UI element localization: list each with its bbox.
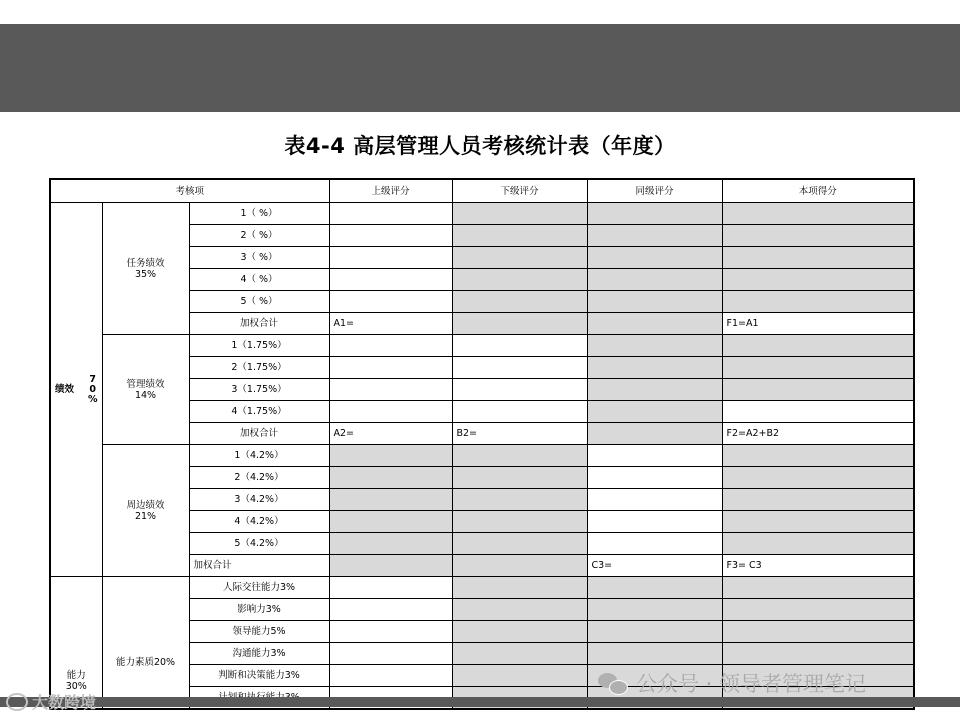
ability-weight: 30%: [65, 681, 87, 692]
ability-item: 判断和决策能力3%: [189, 665, 329, 687]
page-title: 表4-4 高层管理人员考核统计表（年度）: [284, 134, 676, 158]
table-header-row: [50, 179, 914, 203]
task-item: 3（ %）: [189, 247, 329, 269]
peripheral-total-label: 加权合计: [189, 555, 329, 577]
management-total-subordinate[interactable]: B2=: [452, 423, 587, 445]
header-item: 考核项: [50, 179, 329, 203]
input-cell[interactable]: [329, 203, 452, 225]
input-cell[interactable]: [587, 445, 722, 467]
ability-item: 领导能力5%: [189, 621, 329, 643]
ability-quality-cell: [102, 577, 189, 710]
management-performance-cell: [102, 335, 189, 445]
input-cell[interactable]: [329, 643, 452, 665]
ability-quality-name: 能力素质20%: [115, 657, 176, 668]
task-performance-weight: 35%: [134, 268, 157, 280]
top-banner: [0, 24, 960, 112]
table-row: [50, 445, 914, 467]
task-item: 5（ %）: [189, 291, 329, 313]
peripheral-item: 3（4.2%）: [189, 489, 329, 511]
input-cell[interactable]: [329, 379, 452, 401]
input-cell[interactable]: [587, 533, 722, 555]
input-cell[interactable]: [329, 621, 452, 643]
input-cell[interactable]: [329, 357, 452, 379]
evaluation-table: [49, 178, 915, 710]
input-cell[interactable]: [587, 511, 722, 533]
task-total-superior[interactable]: A1=: [329, 313, 452, 335]
task-item: 2（ %）: [189, 225, 329, 247]
watermark-right: [598, 668, 866, 698]
task-performance-cell: [102, 203, 189, 335]
ability-item: 影响力3%: [189, 599, 329, 621]
performance-weight: 7 0 %: [87, 373, 98, 405]
management-item: 3（1.75%）: [189, 379, 329, 401]
input-cell[interactable]: [587, 467, 722, 489]
table-row: [50, 577, 914, 599]
input-cell[interactable]: [452, 335, 587, 357]
ability-item: 沟通能力3%: [189, 643, 329, 665]
watermark-left-text: 大数跨境: [32, 693, 97, 712]
peripheral-item: 4（4.2%）: [189, 511, 329, 533]
management-item: 4（1.75%）: [189, 401, 329, 423]
peripheral-item: 2（4.2%）: [189, 467, 329, 489]
wechat-icon: [598, 671, 628, 695]
peripheral-item: 5（4.2%）: [189, 533, 329, 555]
input-cell[interactable]: [452, 401, 587, 423]
input-cell[interactable]: [329, 247, 452, 269]
brand-logo-icon: [6, 693, 28, 711]
ability-item: 人际交往能力3%: [189, 577, 329, 599]
header-score: 本项得分: [722, 179, 914, 203]
table-row: [50, 335, 914, 357]
task-performance-name: 任务绩效: [126, 257, 165, 269]
task-item: 1（ %）: [189, 203, 329, 225]
input-cell[interactable]: [329, 291, 452, 313]
management-total-label: 加权合计: [189, 423, 329, 445]
peripheral-total-score[interactable]: F3= C3: [722, 555, 914, 577]
performance-label: 绩效: [55, 384, 75, 395]
peripheral-performance-cell: [102, 445, 189, 577]
input-cell[interactable]: [329, 577, 452, 599]
input-cell[interactable]: [587, 489, 722, 511]
input-cell[interactable]: [722, 401, 914, 423]
peripheral-performance-name: 周边绩效: [126, 499, 165, 511]
input-cell[interactable]: [452, 379, 587, 401]
header-superior: 上级评分: [329, 179, 452, 203]
task-item: 4（ %）: [189, 269, 329, 291]
management-performance-weight: 14%: [134, 389, 157, 401]
management-performance-name: 管理绩效: [126, 378, 165, 390]
management-item: 1（1.75%）: [189, 335, 329, 357]
management-total-score[interactable]: F2=A2+B2: [722, 423, 914, 445]
table-row: [50, 203, 914, 225]
header-subordinate: 下级评分: [452, 179, 587, 203]
bottom-banner: [0, 697, 960, 707]
peripheral-item: 1（4.2%）: [189, 445, 329, 467]
peripheral-performance-weight: 21%: [134, 510, 157, 522]
watermark-right-text: 公众号 · 领导者管理笔记: [636, 672, 867, 696]
input-cell[interactable]: [329, 269, 452, 291]
input-cell[interactable]: [329, 665, 452, 687]
peripheral-total-peer[interactable]: C3=: [587, 555, 722, 577]
task-total-label: 加权合计: [189, 313, 329, 335]
input-cell[interactable]: [452, 357, 587, 379]
ability-label: 能力: [66, 670, 86, 681]
performance-label-cell: [50, 203, 102, 577]
input-cell[interactable]: [329, 599, 452, 621]
header-peer: 同级评分: [587, 179, 722, 203]
input-cell[interactable]: [329, 401, 452, 423]
input-cell[interactable]: [329, 225, 452, 247]
task-total-score[interactable]: F1=A1: [722, 313, 914, 335]
watermark-left: [6, 690, 96, 713]
management-total-superior[interactable]: A2=: [329, 423, 452, 445]
management-item: 2（1.75%）: [189, 357, 329, 379]
input-cell[interactable]: [329, 335, 452, 357]
